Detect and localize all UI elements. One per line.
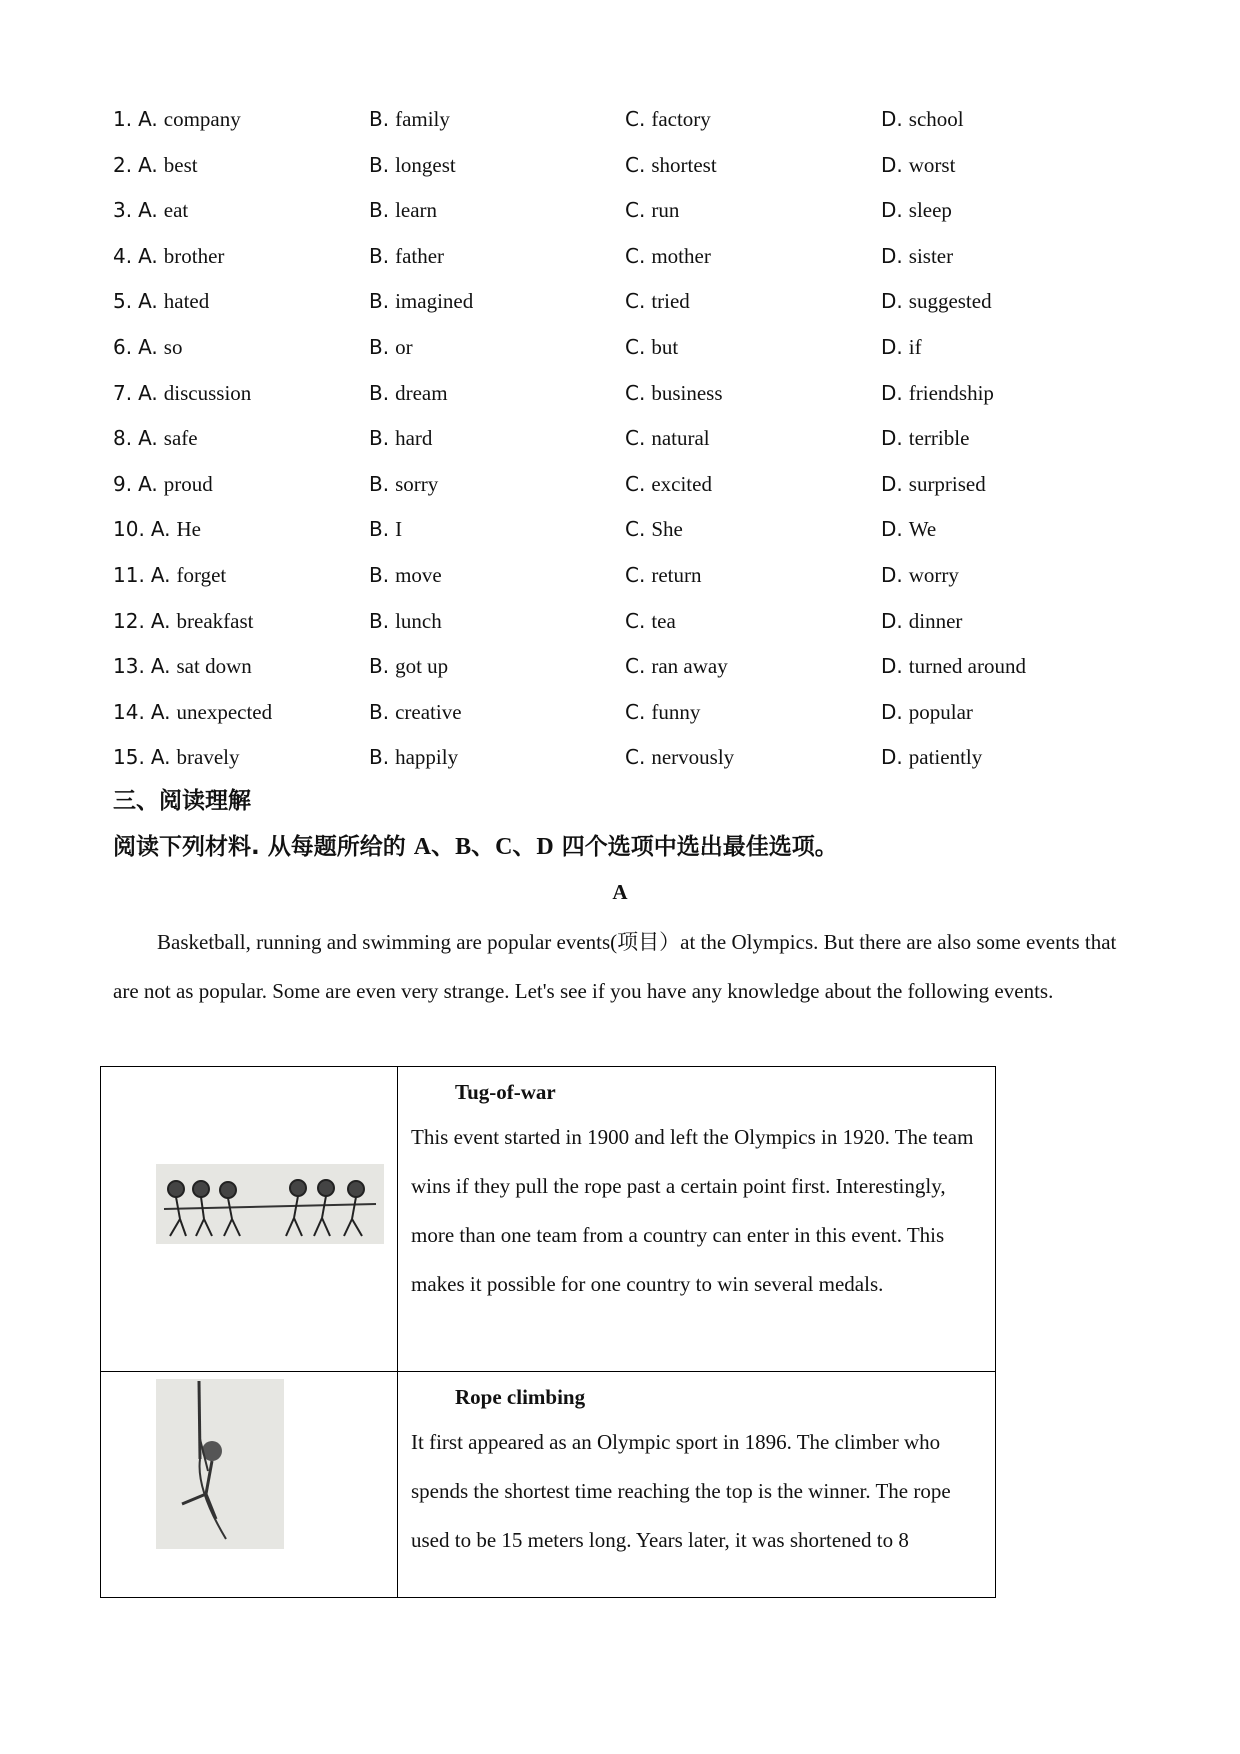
option-label: A.	[138, 472, 158, 496]
option-label: A.	[150, 700, 171, 724]
question-row	[113, 286, 1123, 316]
option-text: got up	[395, 654, 449, 678]
option-text: proud	[163, 472, 213, 496]
option-label: B.	[369, 289, 390, 313]
option-label: A.	[138, 153, 158, 177]
section-title: 三、阅读理解	[113, 788, 251, 814]
option-text: or	[395, 335, 413, 359]
table-divider-horizontal	[101, 1371, 995, 1372]
option-text: family	[395, 107, 450, 131]
option-text: I	[395, 517, 403, 541]
option-label: B.	[369, 335, 390, 359]
option-label: B.	[369, 745, 390, 769]
option-a	[113, 241, 224, 271]
rope-climbing-illustration	[156, 1379, 284, 1549]
option-b	[369, 742, 458, 772]
option-c	[625, 697, 700, 727]
option-d	[881, 104, 964, 134]
option-a	[113, 469, 213, 499]
option-text: father	[395, 244, 445, 268]
question-row	[113, 150, 1123, 180]
option-text: learn	[395, 198, 438, 222]
option-label: C.	[625, 381, 646, 405]
question-number: 5.	[113, 289, 133, 313]
option-label: D.	[881, 563, 903, 587]
option-text: best	[163, 153, 198, 177]
option-text: happily	[395, 745, 459, 769]
option-b	[369, 150, 456, 180]
option-label: B.	[369, 563, 390, 587]
option-label: D.	[881, 654, 903, 678]
option-c	[625, 423, 710, 453]
option-text: suggested	[908, 289, 992, 313]
option-text: hated	[163, 289, 210, 313]
option-label: B.	[369, 153, 390, 177]
option-label: C.	[625, 107, 646, 131]
option-b	[369, 560, 442, 590]
option-b	[369, 378, 448, 408]
event-description: It first appeared as an Olympic sport in 1896. The climber who spends the shortest time reaching the top is the winner. The rope used to be 15 meters long. Years later, it was shortened to 8	[411, 1430, 951, 1552]
option-label: A.	[138, 289, 158, 313]
option-c	[625, 514, 683, 544]
question-row	[113, 606, 1123, 636]
option-c	[625, 241, 711, 271]
option-text: dream	[395, 381, 448, 405]
question-row	[113, 469, 1123, 499]
option-text: so	[163, 335, 183, 359]
question-row	[113, 332, 1123, 362]
option-label: C.	[625, 153, 646, 177]
option-label: C.	[625, 335, 646, 359]
option-label: C.	[625, 745, 646, 769]
option-d	[881, 332, 922, 362]
option-label: D.	[881, 517, 903, 541]
option-label: D.	[881, 745, 903, 769]
option-text: business	[651, 381, 723, 405]
option-text: friendship	[908, 381, 994, 405]
option-label: C.	[625, 244, 646, 268]
option-b	[369, 606, 442, 636]
option-label: A.	[138, 381, 158, 405]
passage-intro: Basketball, running and swimming are popular events(项目）at the Olympics. But there are also some events that are not as popular. Some are even very strange. Let's see if you have any knowledge about the following events.	[113, 930, 1117, 1003]
option-a	[113, 150, 198, 180]
option-d	[881, 241, 953, 271]
option-text: but	[651, 335, 679, 359]
option-label: D.	[881, 426, 903, 450]
question-row	[113, 104, 1123, 134]
option-d	[881, 560, 959, 590]
question-number: 14.	[113, 700, 145, 724]
option-label: B.	[369, 381, 390, 405]
option-label: A.	[138, 198, 158, 222]
option-label: B.	[369, 426, 390, 450]
option-text: run	[651, 198, 680, 222]
option-label: A.	[138, 335, 158, 359]
event-title: Tug-of-war	[455, 1080, 556, 1104]
option-text: ran away	[651, 654, 728, 678]
option-b	[369, 195, 437, 225]
option-text: She	[651, 517, 683, 541]
question-row	[113, 195, 1123, 225]
question-number: 8.	[113, 426, 133, 450]
option-label: D.	[881, 472, 903, 496]
option-a	[113, 560, 226, 590]
option-d	[881, 469, 986, 499]
table-divider-vertical	[397, 1067, 398, 1597]
option-text: excited	[651, 472, 712, 496]
option-text: nervously	[651, 745, 735, 769]
option-text: worry	[908, 563, 959, 587]
option-a	[113, 514, 201, 544]
option-text: sat down	[176, 654, 252, 678]
option-b	[369, 423, 432, 453]
option-text: factory	[651, 107, 711, 131]
option-label: D.	[881, 198, 903, 222]
option-label: A.	[138, 107, 158, 131]
option-b	[369, 104, 450, 134]
question-number: 2.	[113, 153, 133, 177]
option-text: if	[908, 335, 922, 359]
option-label: C.	[625, 700, 646, 724]
option-label: D.	[881, 381, 903, 405]
instruction: 阅读下列材料. 从每题所给的 A、B、C、D 四个选项中选出最佳选项。	[113, 834, 838, 860]
option-text: terrible	[908, 426, 970, 450]
option-label: B.	[369, 517, 390, 541]
option-c	[625, 195, 679, 225]
option-a	[113, 286, 209, 316]
option-text: funny	[651, 700, 701, 724]
option-label: C.	[625, 609, 646, 633]
option-text: brother	[163, 244, 225, 268]
option-b	[369, 469, 438, 499]
option-text: sleep	[908, 198, 952, 222]
option-label: B.	[369, 472, 390, 496]
option-text: company	[163, 107, 241, 131]
option-text: surprised	[908, 472, 986, 496]
question-row	[113, 697, 1123, 727]
question-row	[113, 241, 1123, 271]
option-b	[369, 514, 402, 544]
question-number: 6.	[113, 335, 133, 359]
option-a	[113, 651, 252, 681]
option-c	[625, 560, 701, 590]
passage-letter: A	[612, 880, 628, 904]
option-a	[113, 423, 198, 453]
question-number: 1.	[113, 107, 133, 131]
option-b	[369, 651, 448, 681]
option-label: C.	[625, 198, 646, 222]
option-label: B.	[369, 700, 390, 724]
option-text: sister	[908, 244, 954, 268]
option-label: A.	[150, 563, 171, 587]
option-label: D.	[881, 289, 903, 313]
option-label: A.	[150, 517, 171, 541]
option-d	[881, 651, 1026, 681]
question-number: 10.	[113, 517, 145, 541]
option-label: D.	[881, 107, 903, 131]
option-text: dinner	[908, 609, 963, 633]
option-label: B.	[369, 654, 390, 678]
option-text: return	[651, 563, 702, 587]
event-cell-rope-climbing	[411, 1382, 986, 1565]
question-row	[113, 514, 1123, 544]
option-a	[113, 195, 188, 225]
option-text: creative	[395, 700, 462, 724]
option-c	[625, 606, 676, 636]
option-label: D.	[881, 244, 903, 268]
option-text: worst	[908, 153, 956, 177]
option-a	[113, 104, 241, 134]
option-c	[625, 286, 690, 316]
option-label: B.	[369, 198, 390, 222]
option-label: C.	[625, 472, 646, 496]
option-label: C.	[625, 654, 646, 678]
events-table	[100, 1066, 996, 1598]
option-label: B.	[369, 107, 390, 131]
option-label: A.	[150, 654, 171, 678]
option-c	[625, 332, 678, 362]
question-number: 7.	[113, 381, 133, 405]
option-label: A.	[138, 426, 158, 450]
option-c	[625, 742, 734, 772]
question-number: 11.	[113, 563, 145, 587]
option-label: C.	[625, 426, 646, 450]
event-cell-tug-of-war	[411, 1077, 986, 1309]
option-c	[625, 469, 712, 499]
option-label: C.	[625, 289, 646, 313]
option-text: imagined	[395, 289, 474, 313]
question-number: 9.	[113, 472, 133, 496]
option-label: B.	[369, 609, 390, 633]
option-b	[369, 241, 444, 271]
option-d	[881, 742, 982, 772]
option-d	[881, 195, 952, 225]
option-text: popular	[908, 700, 973, 724]
question-number: 4.	[113, 244, 133, 268]
option-d	[881, 606, 962, 636]
option-text: eat	[163, 198, 189, 222]
option-a	[113, 606, 253, 636]
option-b	[369, 286, 473, 316]
option-label: D.	[881, 609, 903, 633]
option-text: sorry	[395, 472, 439, 496]
question-row	[113, 423, 1123, 453]
question-number: 15.	[113, 745, 145, 769]
option-text: forget	[176, 563, 227, 587]
option-text: lunch	[395, 609, 442, 633]
option-text: longest	[395, 153, 456, 177]
option-c	[625, 378, 723, 408]
option-text: hard	[395, 426, 433, 450]
option-d	[881, 150, 955, 180]
option-a	[113, 742, 239, 772]
option-a	[113, 332, 182, 362]
option-label: C.	[625, 563, 646, 587]
option-c	[625, 104, 711, 134]
option-d	[881, 423, 969, 453]
option-label: A.	[150, 609, 171, 633]
option-label: A.	[150, 745, 171, 769]
option-text: shortest	[651, 153, 717, 177]
option-text: school	[908, 107, 964, 131]
tug-of-war-illustration	[156, 1164, 384, 1244]
option-text: patiently	[908, 745, 983, 769]
option-d	[881, 697, 973, 727]
question-number: 12.	[113, 609, 145, 633]
question-row	[113, 742, 1123, 772]
option-c	[625, 150, 717, 180]
event-title: Rope climbing	[455, 1385, 586, 1409]
option-text: unexpected	[176, 700, 273, 724]
option-c	[625, 651, 728, 681]
option-a	[113, 697, 272, 727]
option-label: B.	[369, 244, 390, 268]
option-a	[113, 378, 251, 408]
option-text: bravely	[176, 745, 240, 769]
option-text: breakfast	[176, 609, 254, 633]
option-label: D.	[881, 153, 903, 177]
option-text: mother	[651, 244, 711, 268]
option-b	[369, 332, 413, 362]
option-d	[881, 378, 994, 408]
option-text: We	[908, 517, 937, 541]
question-number: 3.	[113, 198, 133, 222]
option-b	[369, 697, 462, 727]
option-text: tried	[651, 289, 690, 313]
option-text: safe	[163, 426, 198, 450]
option-label: C.	[625, 517, 646, 541]
question-number: 13.	[113, 654, 145, 678]
option-d	[881, 286, 992, 316]
event-description: This event started in 1900 and left the Olympics in 1920. The team wins if they pull the rope past a certain point first. Interestingly, more than one team from a country can enter in this event. This makes it possible for one country to win several medals.	[411, 1125, 974, 1296]
option-label: A.	[138, 244, 158, 268]
option-label: D.	[881, 700, 903, 724]
option-text: turned around	[908, 654, 1026, 678]
question-row	[113, 378, 1123, 408]
option-label: D.	[881, 335, 903, 359]
option-text: tea	[651, 609, 676, 633]
question-row	[113, 651, 1123, 681]
option-text: discussion	[163, 381, 252, 405]
option-text: natural	[651, 426, 710, 450]
option-d	[881, 514, 936, 544]
option-text: He	[176, 517, 201, 541]
question-row	[113, 560, 1123, 590]
option-text: move	[395, 563, 442, 587]
